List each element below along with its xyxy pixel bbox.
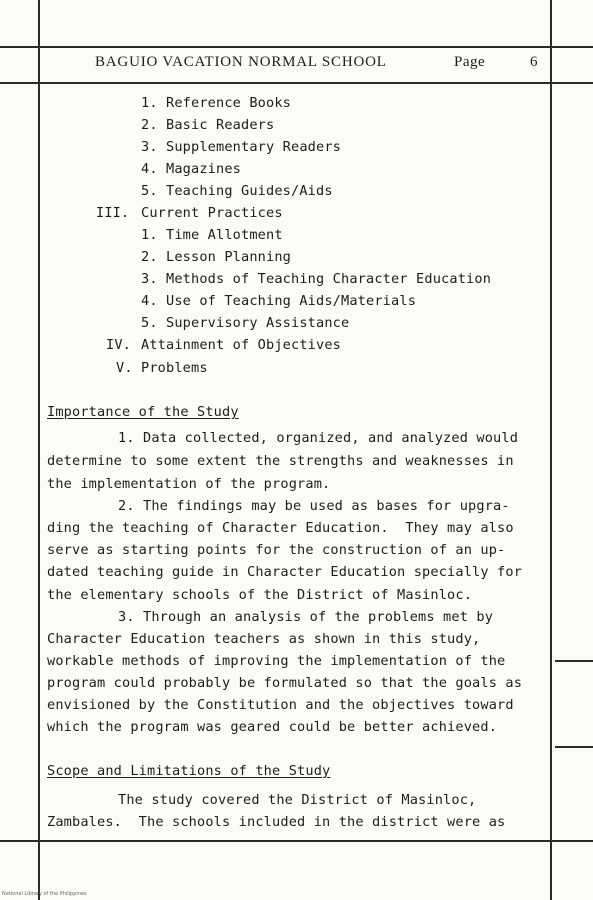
outline-text: Problems	[141, 360, 208, 376]
body-line: Zambales. The schools included in the district were as	[47, 814, 506, 830]
outline-num: 4.	[141, 161, 158, 177]
outline-num: III.	[96, 205, 130, 221]
school-title: BAGUIO VACATION NORMAL SCHOOL	[95, 54, 387, 70]
outline-num: 2.	[141, 117, 158, 133]
outline-num: 1.	[141, 95, 158, 111]
outline-text: Use of Teaching Aids/Materials	[166, 293, 417, 309]
outline-text: Methods of Teaching Character Education	[166, 271, 492, 287]
body-line: which the program was geared could be better achieved.	[47, 719, 498, 735]
outline-num: V.	[116, 360, 133, 376]
body-line: the implementation of the program.	[47, 476, 331, 492]
page-header	[0, 50, 593, 80]
body-line: program could probably be formulated so that the goals as	[47, 675, 523, 691]
outline-num: 5.	[141, 183, 158, 199]
body-line: ding the teaching of Character Education. They may also	[47, 520, 514, 536]
outline-text: Attainment of Objectives	[141, 337, 342, 353]
body-line: determine to some extent the strengths and weaknesses in	[47, 453, 514, 469]
outline-num: IV.	[106, 337, 132, 353]
outline-text: Current Practices	[141, 205, 283, 221]
header-bottom-rule	[0, 82, 593, 84]
outline-text: Lesson Planning	[166, 249, 292, 265]
body-line: the elementary schools of the District of Masinloc.	[47, 587, 473, 603]
outline-num: 4.	[141, 293, 158, 309]
body-line: workable methods of improving the implementation of the	[47, 653, 506, 669]
section-heading: Scope and Limitations of the Study	[47, 763, 331, 779]
header-top-rule	[0, 46, 593, 48]
outline-num: 5.	[141, 315, 158, 331]
body-line: 1. Data collected, organized, and analyzed would	[118, 430, 519, 446]
section-heading: Importance of the Study	[47, 404, 239, 420]
outline-text: Time Allotment	[166, 227, 283, 243]
margin-mark	[555, 746, 593, 748]
outline-num: 2.	[141, 249, 158, 265]
outline-text: Reference Books	[166, 95, 292, 111]
page-label: Page	[454, 54, 486, 70]
outline-text: Magazines	[166, 161, 242, 177]
body-line: 2. The findings may be used as bases for upgra-	[118, 498, 510, 514]
body-line: Character Education teachers as shown in this study,	[47, 631, 481, 647]
outline-text: Basic Readers	[166, 117, 275, 133]
page-number: 6	[530, 54, 538, 70]
outline-num: 3.	[141, 271, 158, 287]
outline-num: 1.	[141, 227, 158, 243]
body-line: serve as starting points for the construction of an up-	[47, 542, 506, 558]
footer-note: National Library of the Philippines	[2, 891, 87, 897]
margin-mark	[555, 660, 593, 662]
outline-text: Supervisory Assistance	[166, 315, 350, 331]
body-line: The study covered the District of Masinloc,	[118, 792, 477, 808]
body-line: 3. Through an analysis of the problems met by	[118, 609, 494, 625]
outline-num: 3.	[141, 139, 158, 155]
outline-text: Supplementary Readers	[166, 139, 342, 155]
footer-rule	[0, 840, 593, 842]
body-line: dated teaching guide in Character Education specially for	[47, 564, 523, 580]
outline-text: Teaching Guides/Aids	[166, 183, 333, 199]
body-line: envisioned by the Constitution and the objectives toward	[47, 697, 514, 713]
